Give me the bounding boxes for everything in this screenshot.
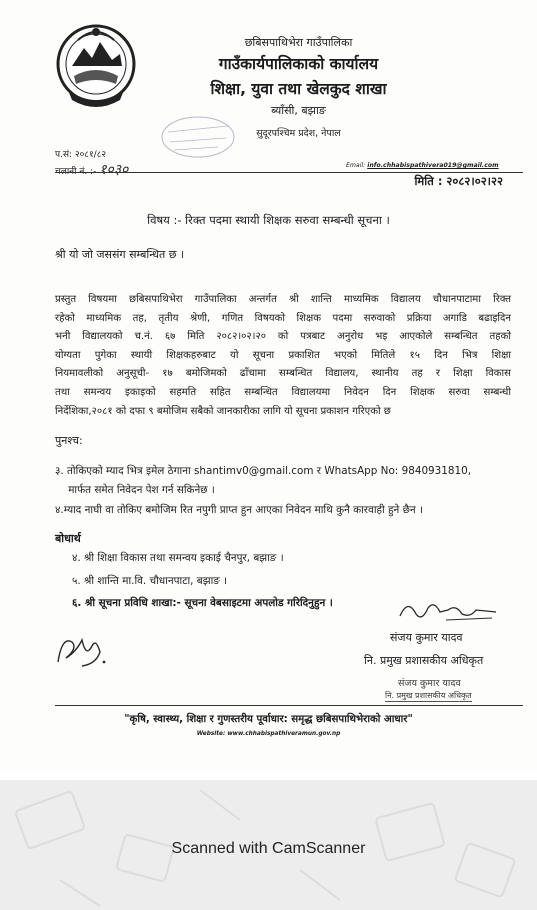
postscript-item: ४.म्याद नाघी वा तोकिए बमोजिम रित नपुगी प्राप्त हुन आएका निवेदन माथि कुनै कारवाही हुने छैन ।	[55, 504, 423, 516]
cc-item: ५. श्री शान्ति मा.वि. चौधानपाटा, बझाङ ।	[72, 575, 228, 587]
office-name: गाउँकार्यपालिकाको कार्यालय	[218, 55, 379, 73]
postscript-label: पुनश्च:	[55, 434, 83, 447]
municipality-name: छबिसपाथिभेरा गाउँपालिका	[244, 36, 353, 49]
footer-slogan: "कृषि, स्वास्थ्य, शिक्षा र गुणस्तरीय पूर्वाधार: समृद्ध छबिसपाथिभेराको आधार"	[124, 714, 413, 725]
body-line: प्रस्तुत विषयमा छबिसपाथिभेरा गाउँपालिका अन्तर्गत श्री शान्ति माध्यमिक विद्यालय चौधानपाटामा रिक्त	[55, 294, 511, 305]
initials-handwritten	[52, 628, 112, 672]
scanner-watermark: Scanned with CamScanner	[171, 840, 366, 857]
footer-website: Website: www.chhabispathiveramun.gov.np	[196, 731, 341, 737]
dispatch-handwritten: १०३०	[99, 162, 129, 178]
stamp-name: संजय कुमार यादव	[398, 678, 461, 689]
body-line: तथा समन्वय इकाइको सहमति सहित सम्बन्धित विद्यालयमा निवेदन दिन शिक्षक सरुवा सम्बन्धी	[55, 386, 511, 398]
branch-name: शिक्षा, युवा तथा खेलकुद शाखा	[210, 80, 387, 98]
dispatch-label: चलानी नं. :-	[55, 167, 97, 177]
signature-handwritten	[396, 596, 506, 626]
cc-item: ६. श्री सूचना प्रविधि शाखा:- सूचना वेबसाइटमा अपलोड गरिदिनुहुन ।	[72, 597, 333, 609]
email-label: Email:	[346, 162, 366, 169]
body-line: नियमावलीको अनुसूची- १७ बमोजिमको ढाँचामा सम्बन्धित विद्यालय, स्थानीय तह र शिक्षा विकास	[55, 368, 511, 380]
cc-label: बोधार्थ	[55, 532, 81, 545]
dispatch-number-label	[55, 160, 128, 179]
addressee: श्री यो जो जससंग सम्बन्धित छ ।	[55, 248, 185, 261]
province-line: सुदूरपश्चिम प्रदेश, नेपाल	[256, 128, 341, 139]
signatory-title: नि. प्रमुख प्रशासकीय अधिकृत	[364, 654, 484, 667]
postscript-item: ३. तोकिएको म्याद भित्र इमेल ठेगाना shantimv0@gmail.com र WhatsApp No: 9840931810,	[55, 465, 472, 477]
postscript-item: मार्फत समेत निवेदन पेश गर्न सकिनेछ ।	[55, 484, 215, 496]
body-line: निर्देशिका,२०८१ को दफा ९ बमोजिम सबैको जानकारीका लागि यो सूचना प्रकाशन गरिएको छ	[55, 405, 391, 417]
footer-rule	[55, 705, 523, 706]
letter-subject: विषय :- रिक्त पदमा स्थायी शिक्षक सरुवा सम्बन्धी सूचना ।	[147, 213, 390, 227]
email-address: info.chhabispathivera019@gmail.com	[367, 162, 499, 169]
body-line: भनी विद्यालयको च.नं. ६७ मिति २०८२।०२।२० को पत्रबाट अनुरोध भइ आएकोले सम्बन्धित तहको	[55, 331, 511, 343]
body-paragraph	[55, 291, 511, 421]
stamp-title: नि. प्रमुख प्रशासकीय अधिकृत	[385, 691, 472, 700]
office-stamp-mark	[158, 112, 238, 162]
header-rule	[55, 172, 523, 173]
body-line: रहेको माध्यमिक तह, तृतीय श्रेणी, गणित विषयको शिक्षक पदमा सरुवाको प्रक्रिया अगाडि बढाइदिन	[55, 312, 511, 324]
office-address: ब्याँसी, बझाङ	[271, 104, 326, 117]
signatory-name: संजय कुमार यादव	[390, 631, 463, 644]
body-line: योग्यता पुगेका स्थायी शिक्षकहरुबाट यो सूचना प्रकाशित भएको मितिले १५ दिन भित्र शिक्षा	[55, 349, 511, 361]
cc-item: ४. श्री शिक्षा विकास तथा समन्वय इकाई चैनपुर, बझाङ ।	[72, 552, 284, 564]
reference-number: प.सं: २०८१/८२	[55, 150, 107, 160]
letter-date: मिति : २०८२।०२।२२	[414, 174, 503, 188]
email-line	[346, 162, 499, 169]
